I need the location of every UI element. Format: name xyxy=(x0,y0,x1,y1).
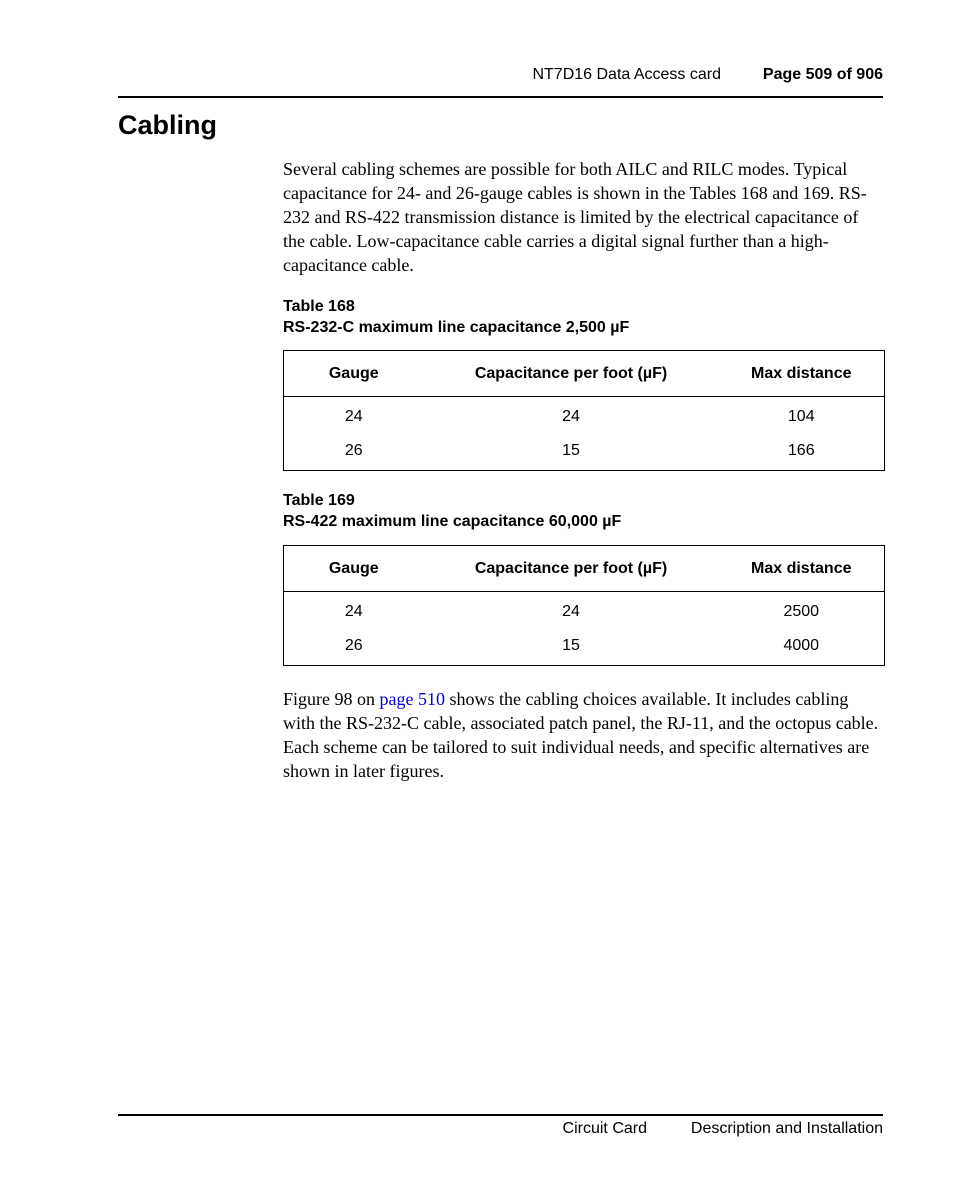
column-header-capacitance: Capacitance per foot (µF) xyxy=(424,351,719,397)
column-header-max-distance: Max distance xyxy=(719,546,885,592)
column-header-gauge: Gauge xyxy=(284,351,424,397)
table-row xyxy=(284,628,885,666)
page-510-link[interactable]: page 510 xyxy=(379,689,445,709)
cell-max-distance: 4000 xyxy=(783,636,820,654)
table-row xyxy=(284,397,885,434)
table-header-row xyxy=(284,351,885,397)
table-169-title: RS-422 maximum line capacitance 60,000 µF xyxy=(283,513,622,530)
table-168-caption xyxy=(283,296,629,338)
cell-capacitance: 24 xyxy=(562,407,580,425)
table-168-title: RS-232-C maximum line capacitance 2,500 µF xyxy=(283,319,630,336)
table-row xyxy=(284,592,885,629)
table-row xyxy=(284,433,885,471)
header-page-number: Page 509 of 906 xyxy=(762,66,883,83)
cell-capacitance: 24 xyxy=(562,602,580,620)
section-title: Cabling xyxy=(118,110,217,140)
closing-text-end: shows the cabling choices available. It includes cabling with the RS-232-C cable, associated patch panel, the RJ-11, and the octopus cable. Each scheme can be tailored to suit individual needs, and specific alternatives are shown in later figures. xyxy=(283,689,879,781)
page-footer xyxy=(118,1114,883,1137)
header-document-title: NT7D16 Data Access card xyxy=(532,66,721,83)
cell-gauge: 24 xyxy=(344,407,363,425)
column-header-capacitance: Capacitance per foot (µF) xyxy=(424,546,719,592)
table-168-number: Table 168 xyxy=(283,298,355,315)
cell-gauge: 24 xyxy=(344,602,363,620)
column-header-max-distance: Max distance xyxy=(719,351,885,397)
intro-paragraph: Several cabling schemes are possible for both AILC and RILC modes. Typical capacitance for 24- and 26-gauge cables is shown in the Tables 168 and 169. RS-232 and RS-422 transmission distance is limited by the electrical capacitance of the cable. Low-capacitance cable carries a digital signal further than a high-capacitance cable. xyxy=(283,159,867,275)
cell-capacitance: 15 xyxy=(562,441,580,459)
closing-text-start: Figure 98 on xyxy=(283,689,380,709)
table-168 xyxy=(283,350,885,471)
cell-max-distance: 166 xyxy=(787,441,815,459)
table-header-row xyxy=(284,546,885,592)
page-header xyxy=(118,64,883,98)
cell-max-distance: 2500 xyxy=(783,602,820,620)
footer-manual-subtitle: Description and Installation xyxy=(690,1120,883,1137)
cell-max-distance: 104 xyxy=(787,407,815,425)
cell-capacitance: 15 xyxy=(562,636,580,654)
column-header-gauge: Gauge xyxy=(284,546,424,592)
footer-manual-name: Circuit Card xyxy=(562,1120,647,1137)
closing-paragraph xyxy=(283,687,883,783)
cell-gauge: 26 xyxy=(344,636,363,654)
table-169-caption xyxy=(283,490,621,532)
table-169 xyxy=(283,545,885,666)
table-169-number: Table 169 xyxy=(283,492,355,509)
cell-gauge: 26 xyxy=(344,441,363,459)
